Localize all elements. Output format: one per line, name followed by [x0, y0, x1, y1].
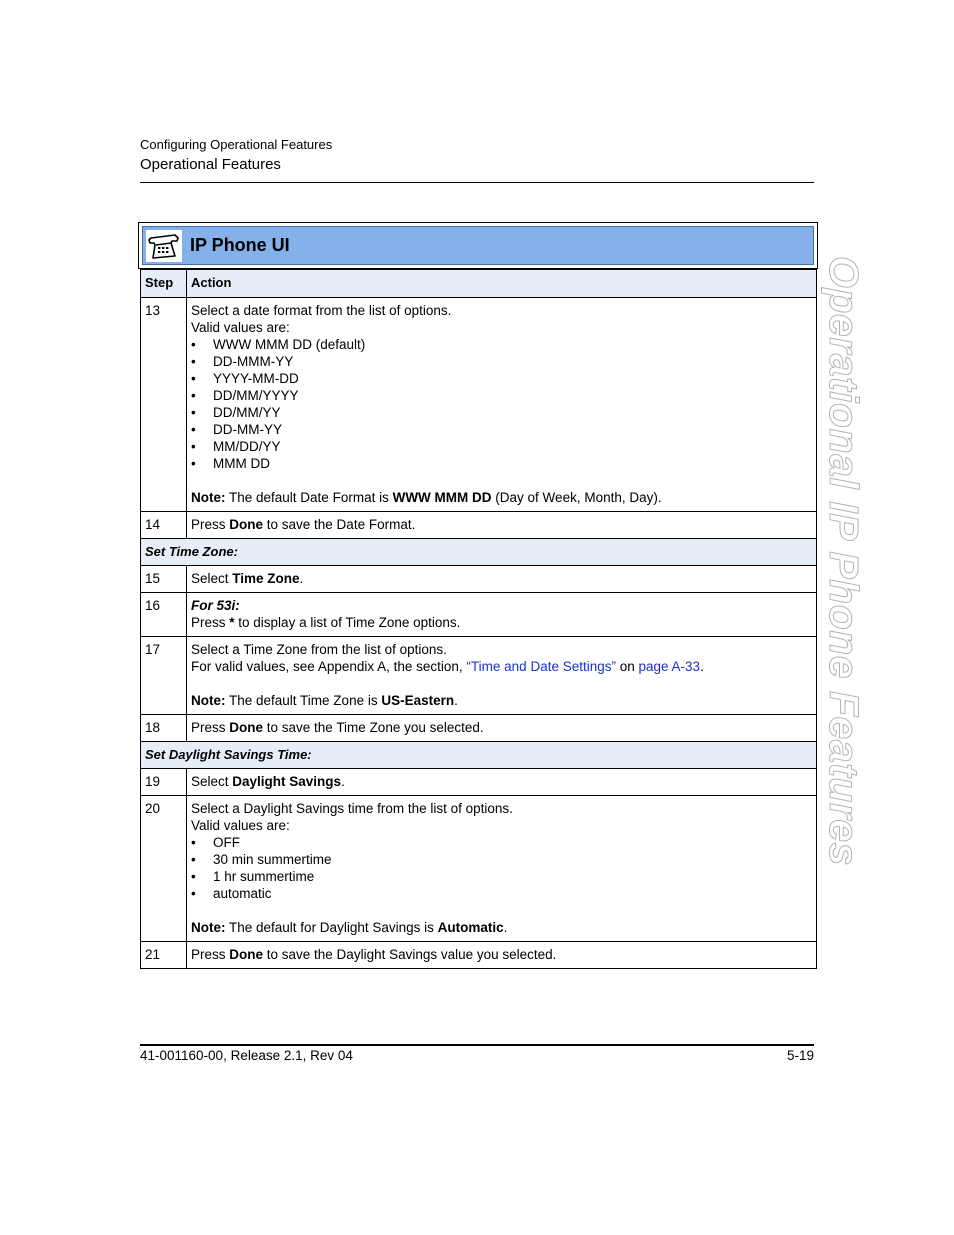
- table-header-row: [141, 270, 817, 298]
- action-text: Valid values are:: [191, 818, 290, 833]
- step-number: 19: [141, 769, 187, 796]
- action-cell: Select Time Zone.: [187, 566, 817, 593]
- step-number: 15: [141, 566, 187, 593]
- column-header-step: Step: [141, 270, 187, 298]
- model-label: For 53i:: [191, 598, 240, 613]
- step-number: 14: [141, 512, 187, 539]
- list-item: • automatic: [191, 885, 812, 902]
- list-item: • DD/MM/YY: [191, 404, 812, 421]
- page-a33-link[interactable]: page A-33: [638, 659, 701, 674]
- table-row-15: [141, 566, 817, 593]
- action-text: Press * to display a list of Time Zone options.: [191, 615, 461, 630]
- table-row-19: [141, 769, 817, 796]
- footer-page-number: 5-19: [786, 1048, 814, 1063]
- list-item: • MM/DD/YY: [191, 438, 812, 455]
- table-row-18: [141, 715, 817, 742]
- ip-phone-ui-box: [138, 222, 818, 269]
- list-item: • DD/MM/YYYY: [191, 387, 812, 404]
- step-number: 21: [141, 942, 187, 969]
- action-text: Valid values are:: [191, 320, 290, 335]
- section-title: Set Time Zone:: [141, 539, 817, 566]
- action-text: Select a Time Zone from the list of options.: [191, 642, 447, 657]
- step-number: 18: [141, 715, 187, 742]
- ip-phone-ui-title: IP Phone UI: [190, 235, 290, 255]
- daylight-savings-options-list: [191, 834, 812, 902]
- footer-document-id: 41-001160-00, Release 2.1, Rev 04: [140, 1048, 353, 1063]
- table-row-14: [141, 512, 817, 539]
- action-text: Select a date format from the list of options.: [191, 303, 452, 318]
- action-cell: Press Done to save the Date Format.: [187, 512, 817, 539]
- date-format-options-list: [191, 336, 812, 472]
- table-row-21: [141, 942, 817, 969]
- running-header-section: Operational Features: [140, 156, 281, 173]
- side-chapter-title: Operational IP Phone Features: [821, 256, 867, 866]
- section-title: Set Daylight Savings Time:: [141, 742, 817, 769]
- action-cell: Select Daylight Savings.: [187, 769, 817, 796]
- list-item: • 1 hr summertime: [191, 868, 812, 885]
- note-label: Note:: [191, 490, 226, 505]
- action-cell: [187, 298, 817, 512]
- footer-rule: [140, 1044, 814, 1046]
- table-row-13: [141, 298, 817, 512]
- list-item: • YYYY-MM-DD: [191, 370, 812, 387]
- section-row-time-zone: [141, 539, 817, 566]
- list-item: • DD-MMM-YY: [191, 353, 812, 370]
- action-cell: [187, 593, 817, 637]
- note-label: Note:: [191, 693, 226, 708]
- action-cell: Press Done to save the Daylight Savings value you selected.: [187, 942, 817, 969]
- action-text: For valid values, see Appendix A, the section, “Time and Date Settings” on page A-33.: [191, 659, 704, 674]
- note: Note: The default Time Zone is US-Eastern.: [191, 693, 458, 708]
- list-item: • WWW MMM DD (default): [191, 336, 812, 353]
- procedure-table: [140, 269, 817, 969]
- note: Note: The default Date Format is WWW MMM DD (Day of Week, Month, Day).: [191, 490, 662, 505]
- section-row-daylight-savings: [141, 742, 817, 769]
- step-number: 13: [141, 298, 187, 512]
- action-cell: [187, 637, 817, 715]
- table-row-16: [141, 593, 817, 637]
- ip-phone-ui-banner: [142, 226, 814, 265]
- running-header-chapter: Configuring Operational Features: [140, 137, 333, 152]
- action-cell: [187, 796, 817, 942]
- column-header-action: Action: [187, 270, 817, 298]
- phone-icon: [146, 230, 182, 262]
- table-row-17: [141, 637, 817, 715]
- time-date-settings-link[interactable]: “Time and Date Settings”: [466, 659, 616, 674]
- list-item: • DD-MM-YY: [191, 421, 812, 438]
- note: Note: The default for Daylight Savings is Automatic.: [191, 920, 508, 935]
- list-item: • MMM DD: [191, 455, 812, 472]
- list-item: • OFF: [191, 834, 812, 851]
- header-rule: [140, 182, 814, 183]
- table-row-20: [141, 796, 817, 942]
- action-text: Select a Daylight Savings time from the list of options.: [191, 801, 513, 816]
- step-number: 17: [141, 637, 187, 715]
- list-item: • 30 min summertime: [191, 851, 812, 868]
- action-cell: Press Done to save the Time Zone you selected.: [187, 715, 817, 742]
- note-label: Note:: [191, 920, 226, 935]
- step-number: 16: [141, 593, 187, 637]
- step-number: 20: [141, 796, 187, 942]
